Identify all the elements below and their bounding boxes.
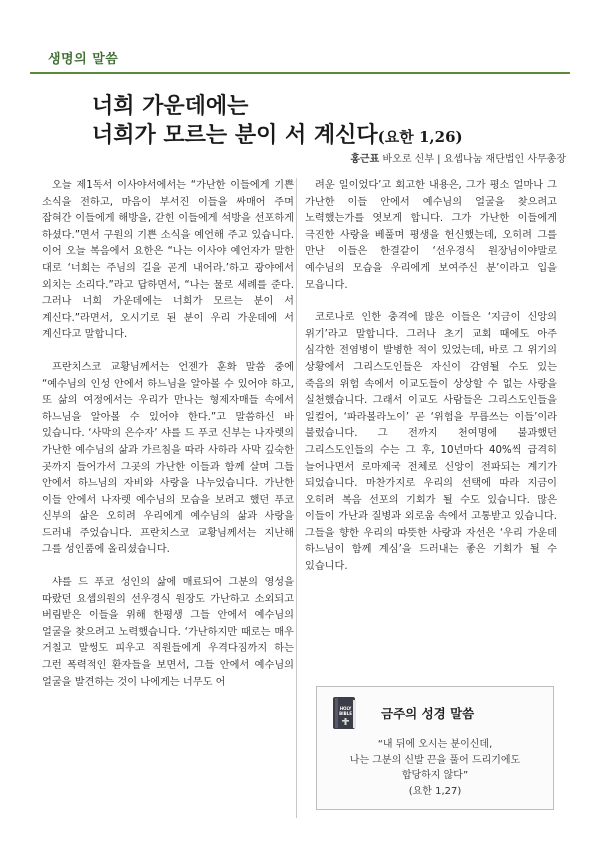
- left-paragraph-3: 샤를 드 푸코 성인의 삶에 매료되어 그분의 영성을 따랐던 요셉의원의 선우경식 원장도 가난하고 소외되고 버림받은 이들을 위해 한평생 그들 안에서 예수님의 얼굴을 찾으려고 노력했습니다. ‘가난하지만 때로는 매우 거칠고 말썽도 피우고 직원들에게 우격다짐까지 하는 그런 폭력적인 환자들을 보면서, 그들 안에서 예수님의 얼굴을 발견하는 것이 나에게는 너무도 어: [42, 577, 294, 688]
- verse-line-2: 나는 그분의 신발 끈을 풀어 드리기에도: [349, 754, 521, 766]
- left-column: [42, 178, 294, 691]
- title-reference: (요한 1,26): [377, 128, 463, 146]
- verse-line-1: “내 뒤에 오시는 분이신데,: [377, 739, 493, 750]
- author-byline: [350, 150, 566, 165]
- title-line-1: 너희 가운데에는: [92, 93, 249, 119]
- header-rule: [30, 72, 570, 74]
- title-line-2: [92, 121, 552, 152]
- left-paragraph-1: 오늘 제1독서 이사야서에서는 “가난한 이들에게 기쁜 소식을 전하고, 마음이 부서진 이들을 싸매어 주며 잡혀간 이들에게 해방을, 갇힌 이들에게 석방을 선포하게 하셨다.”면서 구원의 기쁜 소식을 예언해 주고 있습니다. 이어 오늘 복음에서 요한은 “나는 이사야 예언자가 말한 대로 ‘너희는 주님의 길을 곧게 내어라.’하고 광야에서 외치는 소리다.”라고 답하면서, “나는 물로 세례를 준다. 그러나 너희 가운데에는 너희가 모르는 분이 서 계신다.”라면서, 오시기로 된 분이 우리 가운데에 서 계신다고 말합니다.: [42, 180, 294, 341]
- svg-text:BIBLE: BIBLE: [339, 711, 352, 716]
- right-column: [305, 178, 557, 576]
- svg-text:HOLY: HOLY: [339, 706, 352, 711]
- right-paragraph-2: 코로나로 인한 충격에 많은 이들은 ‘지금이 신앙의 위기’라고 말합니다. 그러나 초기 교회 때에도 아주 심각한 전염병이 발병한 적이 있었는데, 바로 그 위기의 상황에서 그리스도인들은 자신이 감염될 수도 있는 죽음의 위험 속에서 이교도들이 상상할 수 없는 사랑을 실천했습니다. 그래서 이교도 사람들은 그리스도인들을 일컬어, ‘파라볼라노이’ 곧 ‘위험을 무릅쓰는 이들’이라 불렀습니다. 그 전까지 천여명에 불과했던 그리스도인들의 수는 그 후, 10년마다 40%씩 급격히 늘어나면서 로마제국 전체로 신앙이 전파되는 계기가 되었습니다. 마찬가지로 우리의 선택에 따라 지금이 오히려 복음 선포의 기회가 될 수도 있습니다. 많은 이들이 가난과 질병과 외로움 속에서 고통받고 있습니다. 그들을 향한 우리의 따뜻한 사랑과 자선은 ‘우리 가운데 하느님이 함께 계심’을 드러내는 좋은 기회가 될 수 있습니다.: [305, 312, 557, 573]
- section-label: 생명의 말씀: [48, 52, 119, 67]
- author-role: 바오로 신부 | 요셉나눔 재단법인 사무총장: [382, 154, 566, 165]
- author-name: 홍근표: [350, 154, 380, 165]
- column-divider: [296, 178, 297, 818]
- verse-body: [323, 737, 547, 799]
- bible-icon: [329, 695, 359, 731]
- article-title: [92, 92, 552, 152]
- right-paragraph-1: 려운 일이었다’고 회고한 내용은, 그가 평소 얼마나 그 가난한 이들 안에서 예수님의 얼굴을 찾으려고 노력했는가를 엿보게 합니다. 그가 가난한 이들에게 극진한 사랑을 베풀며 평생을 헌신했는데, 오히려 그를 만난 이들은 한결같이 ‘선우경식 원장님이야말로 예수님의 모습을 우리에게 보여주신 분’이라고 입을 모읍니다.: [305, 180, 557, 291]
- verse-line-3: 합당하지 않다”: [401, 770, 469, 782]
- weekly-verse-box: [316, 686, 554, 810]
- section-header: [30, 44, 570, 74]
- verse-reference: (요한 1,27): [408, 785, 462, 797]
- title-line-2-text: 너희가 모르는 분이 서 계신다: [92, 122, 378, 148]
- left-paragraph-2: 프란치스코 교황님께서는 언젠가 훈화 말씀 중에 “예수님의 인성 안에서 하느님을 알아볼 수 있어야 하고, 또 삶의 여정에서는 우리가 만나는 형제자매들 속에서 하느님을 알아볼 수 있어야 한다.”고 말씀하신 바 있습니다. ‘사막의 은수자’ 샤를 드 푸코 신부는 나자렛의 가난한 예수님의 삶과 가르침을 따라 사하라 사막 깊숙한 곳까지 들어가서 그곳의 가난한 이들과 함께 살며 그들 안에서 하느님의 자비와 사랑을 나누었습니다. 가난한 이들 안에서 나자렛 예수님의 모습을 보려고 했던 푸코 신부의 삶은 오히려 우리에게 예수님의 삶과 사랑을 드러내 주었습니다. 프란치스코 교황님께서는 지난해 그를 성인품에 올리셨습니다.: [42, 361, 294, 556]
- verse-title: 금주의 성경 말씀: [381, 706, 475, 721]
